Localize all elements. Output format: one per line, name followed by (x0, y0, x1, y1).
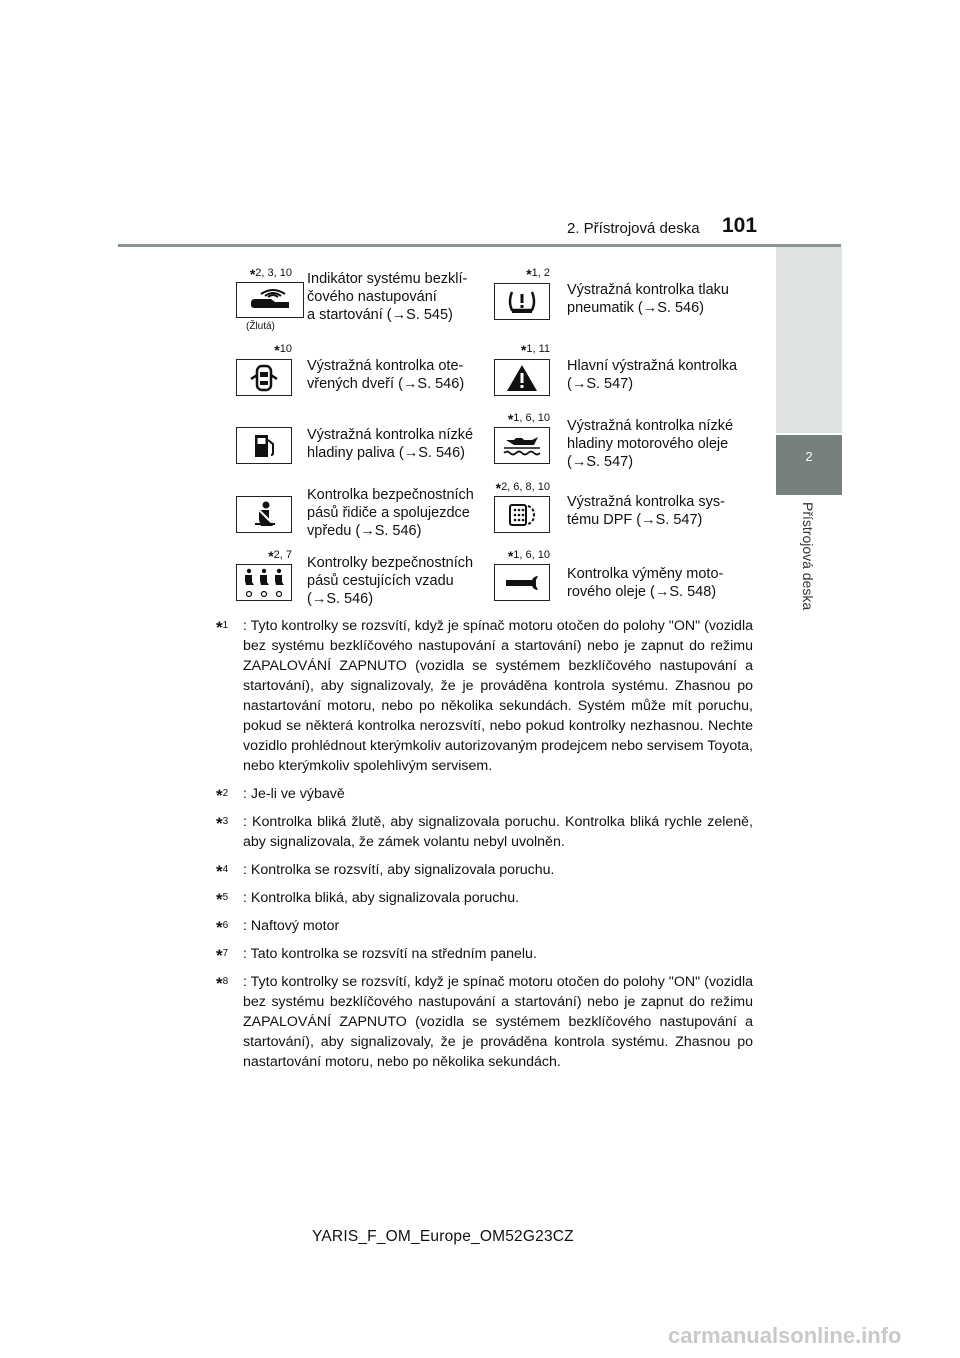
indicator-icon-box (236, 564, 292, 601)
indicator-description: Kontrolky bezpečnostních pásů cestujících vzadu (→S. 546) (307, 555, 474, 607)
chapter-label-tab (776, 497, 842, 615)
footnote-ref: *1, 11 (520, 342, 550, 358)
footnote-item: *$^4$ : Kontrolka se rozsvítí, aby signalizovala poruchu. (216, 862, 555, 881)
indicator-icon-box (494, 496, 550, 533)
tire-pressure-icon (505, 288, 539, 316)
indicator-description: Výstražná kontrolka ote- vřených dveří (→S. 546) (307, 358, 465, 392)
indicator-description: Kontrolka bezpečnostních pásů řidiče a spolujezdce vpředu (→S. 546) (307, 487, 474, 539)
indicator-description: Výstražná kontrolka sys- tému DPF (→S. 547) (567, 494, 725, 528)
smart-key-icon (245, 287, 295, 313)
footnote-item: *$^1$ : Tyto kontrolky se rozsvítí, když je spínač motoru otočen do polohy "ON" (vozidla bez systému bezklíčového nastupování a startování) nebo je zapnut do režimu ZAPALOVÁNÍ ZAPNUTO (vozidla se systémem bezklíčového nastupování a startování), aby signalizovaly, že je prováděna kontrola systému. Zhasnou po nastartování motoru, nebo po několika sekundách. Systém může mít poruchu, pokud se některá kontrolka nerozsvítí, nebo pokud kontrolky nezhasnou. Nechte vozidlo prohlédnout kterýmkoliv autorizovaným prodejcem nebo servisem Toyota, nebo kterýmkoliv spolehlivým servisem. (216, 618, 753, 774)
master-warning-icon (505, 363, 539, 393)
footnote-item: *$^5$ : Kontrolka bliká, aby signalizovala poruchu. (216, 890, 520, 909)
section-title: 2. Přístrojová deska (567, 220, 700, 237)
indicator-icon-box (236, 496, 292, 533)
wrench-icon (502, 570, 542, 596)
dpf-icon (504, 500, 540, 530)
footnote-item: *$^2$ : Je-li ve výbavě (216, 786, 345, 805)
color-note: (Žlutá) (246, 321, 275, 332)
indicator-description: Indikátor systému bezklí- čového nastupování a startování (→S. 545) (307, 271, 468, 323)
page-number: 101 (722, 214, 758, 237)
footnotes-list (216, 616, 753, 1080)
rear-seatbelts-icon (240, 567, 288, 599)
footnote-item: *$^6$ : Naftový motor (216, 918, 340, 937)
oil-level-icon (500, 431, 544, 461)
indicator-description: Výstražná kontrolka nízké hladiny paliva (→S. 546) (307, 427, 474, 461)
indicator-icon-box (494, 564, 550, 601)
seatbelt-icon (247, 500, 281, 530)
footnote-ref: *1, 6, 10 (507, 411, 550, 427)
chapter-number: 2 (805, 449, 813, 464)
indicator-icon-box (236, 282, 304, 318)
footnote-ref: *1, 2 (526, 266, 550, 282)
footnote-ref: *1, 6, 10 (507, 548, 550, 564)
footnote-ref: *2, 3, 10 (249, 266, 292, 282)
chapter-label: Přístrojová deska (800, 502, 816, 611)
indicator-description: Kontrolka výměny moto- rového oleje (→S. 548) (567, 566, 724, 600)
footnote-ref: *10 (274, 342, 292, 358)
fuel-pump-icon (247, 431, 281, 461)
watermark: carmanualsonline.info (668, 1323, 902, 1348)
header-rule (118, 244, 841, 247)
door-open-icon (247, 363, 281, 393)
footnote-item: *$^3$ : Kontrolka bliká žlutě, aby signalizovala poruchu. Kontrolka bliká rychle zeleně, aby signalizovala, že zámek volantu nebyl uvolněn. (216, 814, 753, 850)
indicator-icon-box (494, 427, 550, 464)
footnote-item: *$^7$ : Tato kontrolka se rozsvítí na středním panelu. (216, 946, 537, 965)
footnote-item: *$^8$ : Tyto kontrolky se rozsvítí, když je spínač motoru otočen do polohy "ON" (vozidla bez systému bezklíčového nastupování a startování) nebo je zapnut do režimu ZAPALOVÁNÍ ZAPNUTO (vozidla se systémem bezklíčového nastupování a startování), aby signalizovaly, že je prováděna kontrola systému. Zhasnou po nastartování motoru, nebo po několika sekundách. (216, 974, 753, 1070)
indicator-icon-box (236, 427, 292, 464)
indicator-description: Hlavní výstražná kontrolka (→S. 547) (567, 358, 738, 392)
indicator-description: Výstražná kontrolka nízké hladiny motorového oleje (→S. 547) (567, 418, 734, 470)
footnote-ref: *2, 7 (268, 548, 292, 564)
side-tab-top (776, 247, 842, 433)
indicator-description: Výstražná kontrolka tlaku pneumatik (→S. 546) (567, 282, 729, 316)
footnote-ref: *2, 6, 8, 10 (495, 480, 550, 496)
indicator-icon-box (494, 359, 550, 396)
chapter-number-tab[interactable] (776, 435, 842, 495)
indicator-icon-box (236, 359, 292, 396)
indicator-icon-box (494, 283, 550, 320)
document-code: YARIS_F_OM_Europe_OM52G23CZ (312, 1228, 574, 1245)
